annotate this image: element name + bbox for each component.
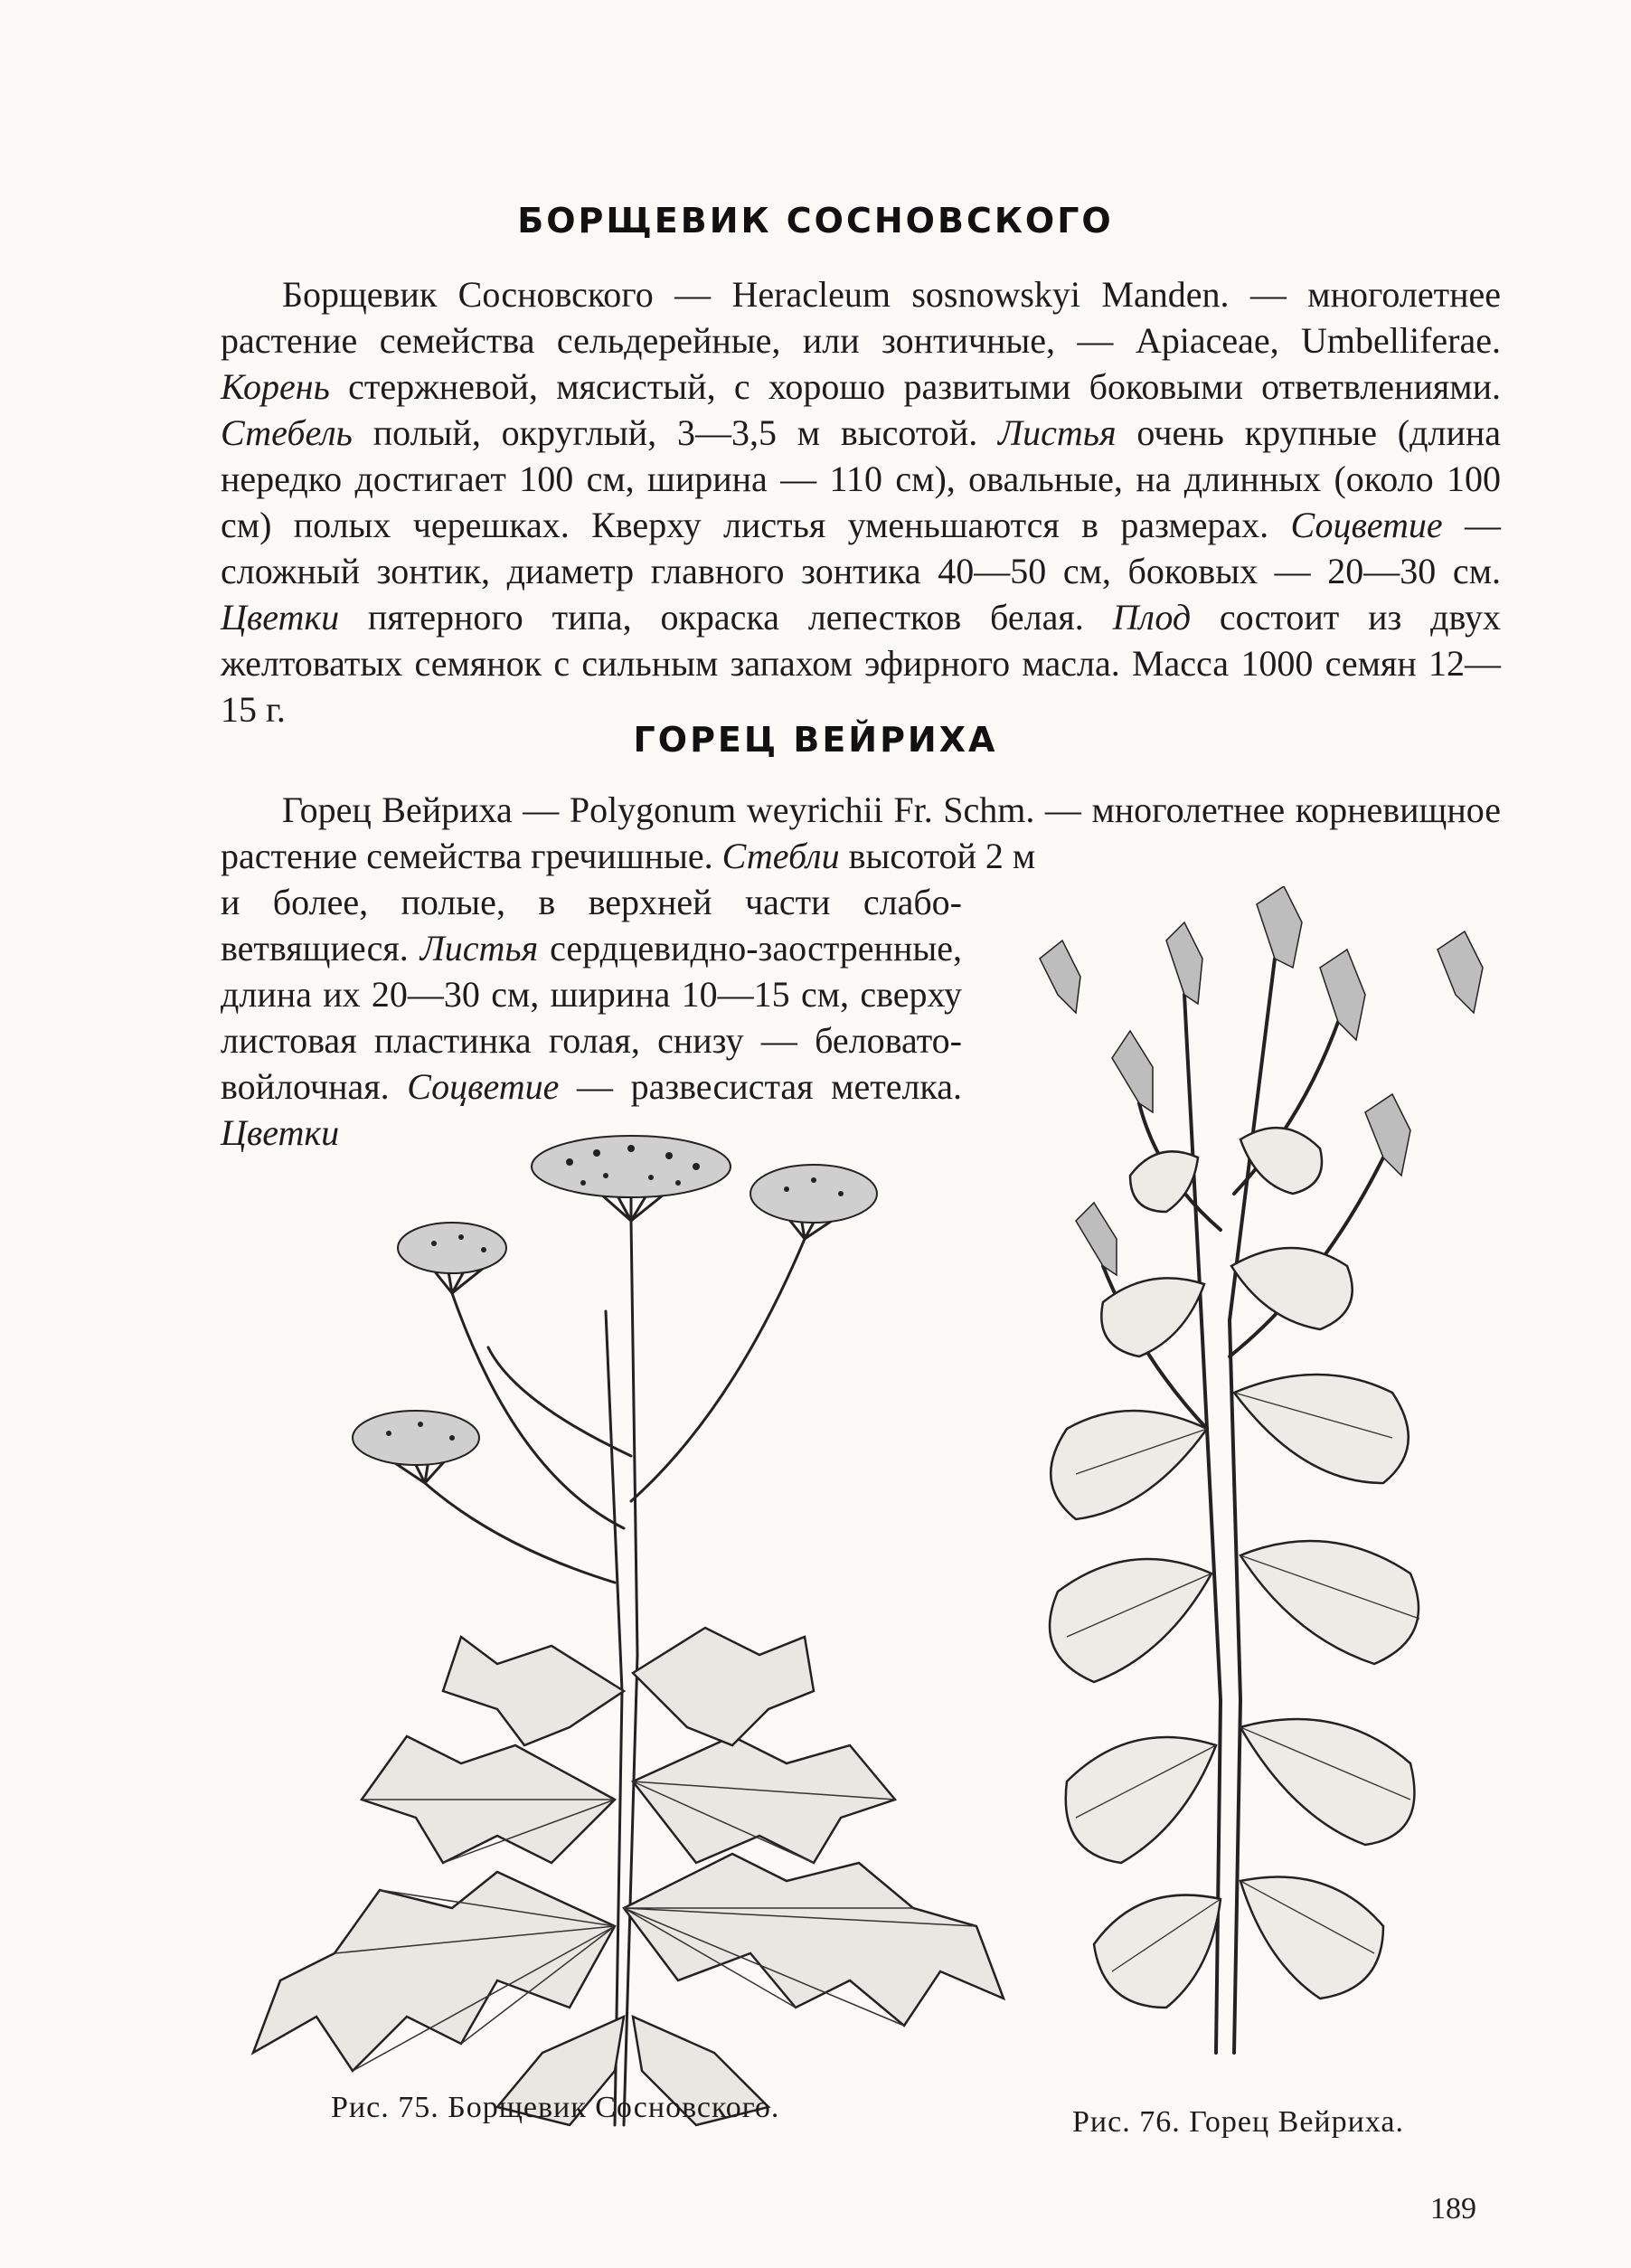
paragraph-hogweed (221, 271, 1501, 732)
term-inflorescence: Соцветие (407, 1066, 560, 1107)
knotweed-illustration-icon (1004, 886, 1528, 2071)
section-title-hogweed: БОРЩЕВИК СОСНОВСКОГО (517, 201, 1114, 241)
text-run: пятерного типа, окраска лепестков белая. (339, 597, 1113, 638)
figure-knotweed (1004, 886, 1528, 2071)
paragraph-knotweed-intro (221, 787, 1501, 879)
term-inflorescence: Соцветие (1290, 505, 1443, 545)
text-run: — развесистая метелка. (559, 1066, 962, 1107)
term-root: Корень (221, 366, 330, 407)
text-run: полый, округлый, 3—3,5 м высотой. (352, 412, 999, 453)
figure-caption-76: Рис. 76. Горец Вейриха. (1072, 2105, 1404, 2139)
term-flowers: Цветки (221, 597, 340, 638)
page-number: 189 (1430, 2192, 1476, 2225)
text-run: стержневой, мясистый, с хорошо развитыми боковыми ответвлениями. (329, 366, 1501, 407)
figure-caption-75: Рис. 75. Борщевик Сосновского. (331, 2091, 780, 2124)
text-run: сердцевидно-заостренные, длина их 20—30 см, ширина 10—15 см, сверху листовая пластинка голая, снизу — беловато-войлочная. (221, 928, 962, 1107)
text-run: Горец Вейриха — Polygonum weyrichii Fr. Schm. — многолетнее корневищное растение семейства гречишные. (221, 789, 1501, 876)
term-fruit: Плод (1112, 597, 1192, 638)
text-run: очень крупные (длина нередко достигает 100 см, ширина — 110 см), овальные, на длинных (около 100 см) полых черешках. Кверху листья уменьшаются в размерах. (221, 412, 1502, 545)
term-flowers: Цветки (221, 1112, 340, 1153)
term-stem: Стебель (221, 412, 353, 453)
section-title-knotweed: ГОРЕЦ ВЕЙРИХА (633, 720, 998, 760)
text-run: Борщевик Сосновского — Heracleum sosnowskyi Manden. — многолетнее растение семейства сельдерейные, или зонтичные, — Apiaceae, Umbelliferae. (221, 274, 1501, 361)
text-run: состоит из двух желтоватых семянок с сильным запахом эфирного масла. Масса 1000 семян 12—15 г. (221, 597, 1501, 730)
text-run: высотой 2 м (839, 836, 1036, 876)
term-stems: Стебли (721, 836, 840, 876)
term-leaves: Листья (998, 412, 1117, 453)
text-run: и более, полые, в верхней части слабоветвящиеся. (221, 882, 962, 969)
text-run: — сложный зонтик, диаметр главного зонтика 40—50 см, боковых — 20—30 см. (221, 505, 1502, 591)
term-leaves: Листья (420, 928, 539, 969)
hogweed-illustration-icon (226, 1112, 1022, 2143)
figure-hogweed (226, 1112, 1022, 2143)
